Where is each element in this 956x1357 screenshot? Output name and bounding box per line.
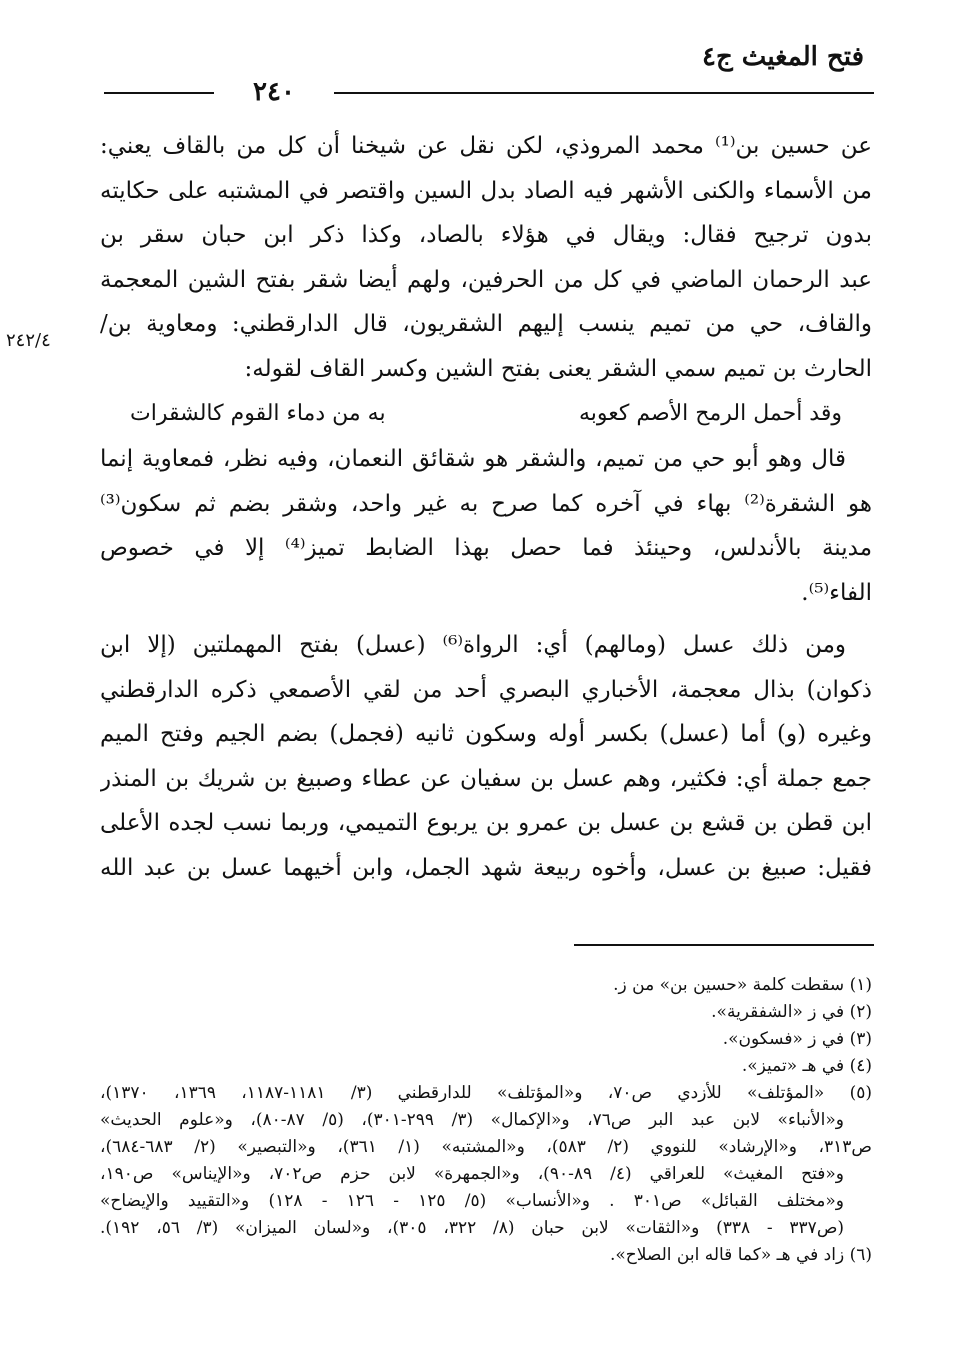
text-line: ابن قطن بن قشع بن عسل بن عمرو بن يربوع التميمي، وربما نسب لجده الأعلى: [100, 810, 872, 836]
footnote: (٥) «المؤتلف» للأزدي ص٧٠، و«المؤتلف» للدارقطني (٣/ ١١٨١-١١٨٧، ١٣٦٩، ١٣٧٠)،: [100, 1083, 872, 1103]
text-line: وغيره (و) أما (عسل) بكسر أوله وسكون ثانيه (فجمل) بضم الجيم وفتح الميم: [100, 721, 872, 747]
verse-first-hemistich: وقد أحمل الرمح الأصم كعوبه: [578, 401, 842, 426]
footnote: (١) سقطت كلمة «حسين بن» من ز.: [613, 975, 872, 995]
footnote-continuation: ص٣١٣، و«الإرشاد» للنووي (٢/ ٥٨٣)، و«المشتبه» (١/ ٣٦١)، و«التبصير» (٢/ ٦٨٣-٦٨٤)،: [100, 1137, 872, 1157]
footnote-continuation: و«مختلف القبائل» ص٣٠١ . و«الأنساب» (٥/ ١٢٥ - ١٢٦ - ١٢٨) و«التقييد والإيضاح»: [100, 1191, 844, 1211]
running-title: فتح المغيث ج٤: [701, 42, 864, 72]
footnote: (٤) في هـ «تميز».: [741, 1056, 872, 1076]
text-line: مدينة بالأندلس، وحينئذ فما حصل بهذا الضابط تميز⁽⁴⁾ إلا في خصوص: [100, 535, 872, 561]
text-line: قال وهو أبو حي من تميم، والشقر هو شقائق النعمان، وفيه نظر، فمعاوية إنما: [100, 446, 846, 472]
footnote-rule: [574, 944, 874, 946]
verse-second-hemistich: به من دماء القوم كالشقرات: [130, 401, 386, 426]
text-line: بدون ترجيح فقال: ويقال في هؤلاء بالصاد، وكذا ذكر ابن حبان سقر بن: [100, 222, 872, 248]
text-line: ذكوان) بذال معجمة، الأخباري البصري أحد من لقي الأصمعي ذكره الدارقطني: [100, 676, 872, 703]
text-line: عن حسين بن⁽¹⁾ محمد المروذي، لكن نقل عن شيخنا أن كل من بالقاف يعني:: [100, 133, 872, 159]
footnote-continuation: و«الأنباء» لابن عبد البر ص٧٦، و«الإكمال» (٣/ ٢٩٩-٣٠١)، (٥/ ٨٧-٨٠)، و«علوم الحديث»: [100, 1110, 845, 1130]
footnote-continuation: (ص٣٣٧ - ٣٣٨) و«الثقات» لابن حبان (٨/ ٣٢٢، ٣٠٥)، و«لسان الميزان» (٣/ ٥٦، ١٩٢).: [100, 1218, 844, 1238]
footnote: (٦) زاد في هـ «كما قاله ابن الصلاح».: [609, 1245, 872, 1265]
footnotes: [100, 972, 872, 1269]
side-reference: ٢٤٢/٤: [6, 330, 51, 351]
main-text: [100, 124, 872, 890]
text-line: من الأسماء والكنى الأشهر فيه الصاد بدل السين واقتصر في المشتبه على حكايته: [100, 177, 872, 204]
text-line: عبد الرحمان الماضي في كل من الحرفين، ولهم أيضا شقر بفتح الشين المعجمة: [100, 266, 872, 293]
text-line: فقيل: صبيغ بن عسل، وأخوه ربيعة شهد الجمل، وابن أخيهما عسل بن عبد الله: [100, 854, 872, 881]
text-line: الفاء⁽⁵⁾.: [801, 579, 872, 606]
poem-verse: [100, 391, 872, 437]
text-line: والقاف، حي من تميم ينسب إليهم الشقريون، قال الدارقطني: ومعاوية بن/: [100, 311, 872, 337]
text-line: ومن ذلك عسل (ومالهم) أي: الرواة⁽⁶⁾ (عسل) بفتح المهملتين (إلا ابن: [100, 632, 846, 658]
page-number: ٢٤٠: [214, 72, 334, 112]
text-line: الحارث بن تميم سمي الشقر يعنى بفتح الشين وكسر القاف لقوله:: [244, 355, 872, 382]
text-line: جمع جملة أي: فكثير، وهم عسل بن سفيان عن عطاء وصبيغ بن شريك بن المنذر: [100, 765, 872, 792]
footnote: (٢) في ز «الشفقرية».: [711, 1002, 872, 1022]
footnote: (٣) في ز «فسكون».: [722, 1029, 872, 1049]
text-line: هو الشقرة⁽²⁾ بهاء في آخره كما صرح به غير واحد، وشقر بضم ثم سكون⁽³⁾: [100, 490, 872, 517]
footnote-continuation: و«فتح المغيث» للعراقي (٤/ ٨٩-٩٠)، و«الجمهرة» لابن حزم ص٧٠٢، و«الإيناس» ص١٩٠،: [100, 1164, 844, 1184]
